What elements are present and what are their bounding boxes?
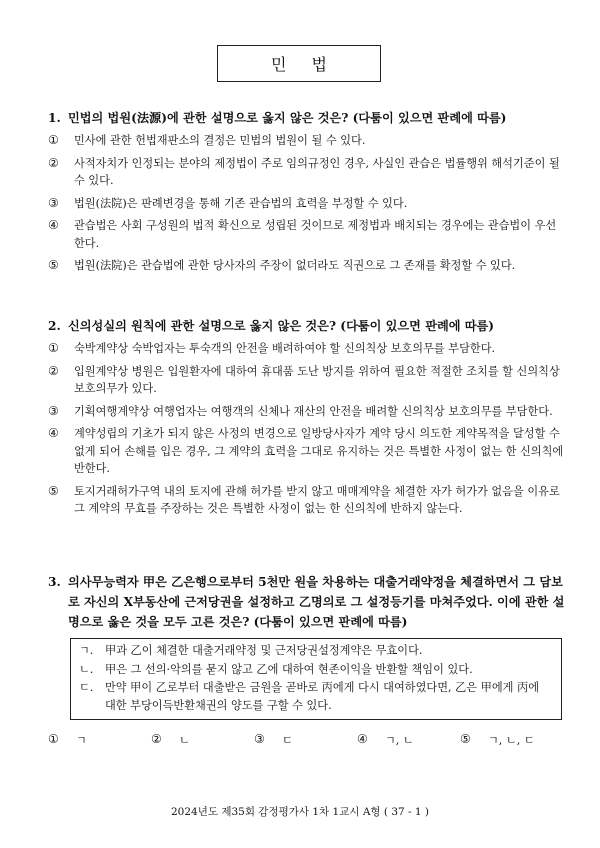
answer-choice xyxy=(254,732,357,748)
option-text: 숙박계약상 숙박업자는 투숙객의 안전을 배려하여야 할 신의칙상 보호의무를 부담한다. xyxy=(74,342,496,355)
option-text: 입원계약상 병원은 입원환자에 대하여 휴대품 도난 방지를 위하여 필요한 적절한 조치를 할 신의칙상 보호의무가 있다. xyxy=(74,364,560,395)
choice-text: ㄷ xyxy=(282,734,293,747)
option-text: 관습법은 사회 구성원의 법적 확신으로 성립된 것이므로 제정법과 배치되는 경우에는 관습법이 우선한다. xyxy=(74,219,557,250)
option-mark: ③ xyxy=(48,403,59,418)
choice-mark: ⑤ xyxy=(460,732,471,746)
option-mark: ④ xyxy=(48,218,59,232)
option-mark: ⑤ xyxy=(48,258,59,272)
question-text: 민법의 법원(法源)에 관한 설명으로 옳지 않은 것은? (다툼이 있으면 판례에 따름) xyxy=(68,111,507,125)
answer-option xyxy=(48,132,566,150)
question-number: 2. xyxy=(48,319,61,333)
statement-label: ㄷ. xyxy=(79,681,94,694)
answer-choice xyxy=(151,732,254,748)
statement-item xyxy=(79,642,551,660)
option-mark: ① xyxy=(48,133,59,147)
statement-text: 만약 甲이 乙로부터 대출받은 금원을 곧바로 丙에게 다시 대여하였다면, 乙은 甲에게 丙에 대한 부당이득반환채권의 양도를 구할 수 있다. xyxy=(105,681,540,712)
option-text: 사적자치가 인정되는 분야의 제정법이 주로 임의규정인 경우, 사실인 관습은 법률행위 해석기준이 될 수 있다. xyxy=(74,156,560,187)
statement-text: 甲은 그 선의·악의를 묻지 않고 乙에 대하여 현존이익을 반환할 책임이 있다. xyxy=(105,662,473,676)
answer-choice xyxy=(357,732,460,748)
option-mark: ① xyxy=(48,341,59,355)
option-mark: ② xyxy=(48,155,59,170)
statement-item xyxy=(79,679,551,714)
option-mark: ④ xyxy=(48,426,59,440)
answer-option xyxy=(48,363,566,398)
statement-text: 甲과 乙이 체결한 대출거래약정 및 근저당권설정계약은 무효이다. xyxy=(105,644,423,657)
option-mark: ⑤ xyxy=(48,483,59,498)
choice-mark: ④ xyxy=(357,732,368,746)
choice-mark: ③ xyxy=(254,732,265,746)
choice-text: ㄱ, ㄴ xyxy=(385,734,414,747)
option-text: 민사에 관한 헌법재판소의 결정은 민법의 법원이 될 수 있다. xyxy=(74,134,366,147)
answer-option xyxy=(48,257,566,275)
option-mark: ③ xyxy=(48,195,59,210)
answer-option xyxy=(48,217,566,252)
question-text: 신의성실의 원칙에 관한 설명으로 옳지 않은 것은? (다툼이 있으면 판례에 따름) xyxy=(68,319,495,333)
answer-option xyxy=(48,155,566,190)
statement-box xyxy=(70,638,562,720)
statement-label: ㄱ. xyxy=(79,644,94,657)
answer-choices xyxy=(48,732,566,748)
answer-option xyxy=(48,340,566,358)
page-footer: 2024년도 제35회 감정평가사 1차 1교시 A형 ( 37 - 1 ) xyxy=(170,806,430,818)
question-text: 의사무능력자 甲은 乙은행으로부터 5천만 원을 차용하는 대출거래약정을 체결하면서 그 담보로 자신의 X부동산에 근저당권을 설정하고 乙명의로 그 설정등기를 마쳐주었다. 이에 관한 설명으로 옳은 것을 모두 고른 것은? (다툼이 있으면 판례에 따름) xyxy=(68,575,565,629)
option-text: 법원(法院)은 판례변경을 통해 기존 관습법의 효력을 부정할 수 있다. xyxy=(74,196,408,210)
option-mark: ② xyxy=(48,363,59,378)
choice-text: ㄱ, ㄴ, ㄷ xyxy=(488,734,535,747)
answer-option xyxy=(48,483,566,518)
option-text: 토지거래허가구역 내의 토지에 관해 허가를 받지 않고 매매계약을 체결한 자가 허가가 없음을 이유로 그 계약의 무효를 주장하는 것은 특별한 사정이 없는 한 신의칙에 반하지 않는다. xyxy=(74,484,560,515)
question-number: 1. xyxy=(48,111,61,125)
answer-choice xyxy=(48,732,151,748)
choice-mark: ② xyxy=(151,732,162,746)
option-text: 법원(法院)은 관습법에 관한 당사자의 주장이 없더라도 직권으로 그 존재를 확정할 수 있다. xyxy=(74,259,516,272)
answer-choice xyxy=(460,732,563,748)
option-text: 계약성립의 기초가 되지 않은 사정의 변경으로 일방당사자가 계약 당시 의도한 계약목적을 달성할 수 없게 되어 손해를 입은 경우, 그 계약의 효력을 그대로 유지하는 것은 특별한 사정이 없는 한 신의칙에 반한다. xyxy=(74,427,564,475)
choice-text: ㄴ xyxy=(179,734,190,747)
question-3 xyxy=(48,572,566,748)
question-2 xyxy=(48,316,566,523)
question-1 xyxy=(48,108,566,280)
answer-option xyxy=(48,425,566,478)
answer-option xyxy=(48,403,566,421)
question-number: 3. xyxy=(48,575,61,589)
statement-label: ㄴ. xyxy=(79,662,94,676)
choice-text: ㄱ xyxy=(76,734,87,747)
option-text: 기획여행계약상 여행업자는 여행객의 신체나 재산의 안전을 배려할 신의칙상 보호의무를 부담한다. xyxy=(74,404,553,418)
statement-item xyxy=(79,661,551,679)
answer-option xyxy=(48,195,566,213)
page-title: 민 법 xyxy=(217,45,381,82)
choice-mark: ① xyxy=(48,732,59,746)
